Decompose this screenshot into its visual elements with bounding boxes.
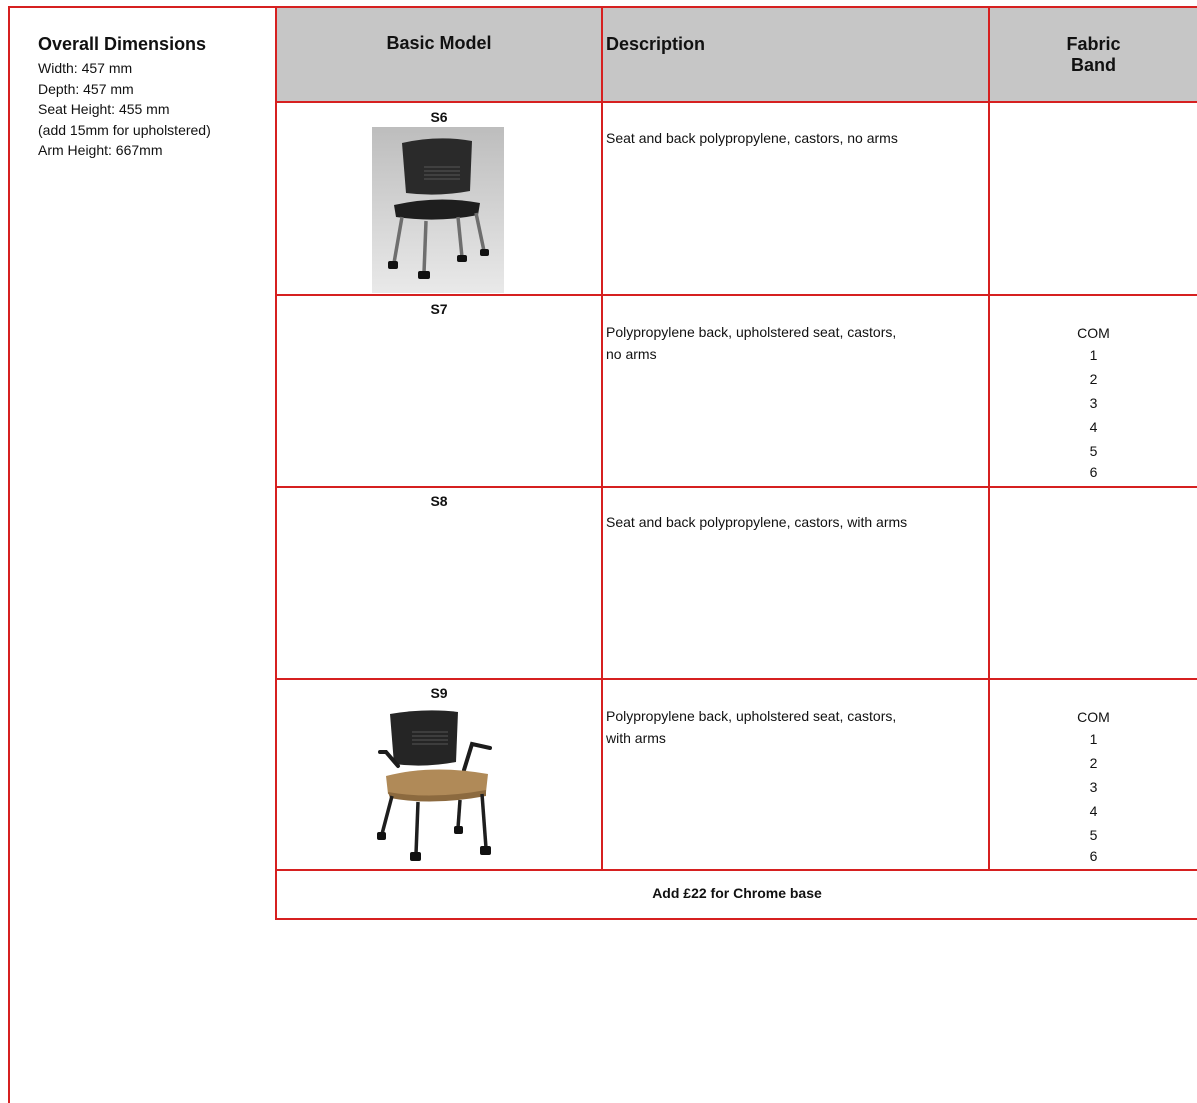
col-divider-1 — [601, 6, 603, 870]
band-com: COM — [1077, 709, 1110, 725]
description-s6: Seat and back polypropylene, castors, no arms — [606, 130, 898, 146]
row-divider-2 — [275, 486, 1197, 488]
model-s8-label: S8 — [430, 493, 448, 509]
band-3: 3 — [1089, 779, 1098, 795]
band-6: 6 — [1089, 848, 1098, 864]
chair-no-arms-icon — [372, 127, 504, 293]
band-6: 6 — [1089, 464, 1098, 480]
width-text: Width: 457 mm — [38, 60, 133, 76]
depth-text: Depth: 457 mm — [38, 80, 134, 97]
upholstered-note: (add 15mm for upholstered) — [38, 121, 211, 138]
header-fabric-band — [990, 34, 1197, 76]
band-5: 5 — [1089, 827, 1098, 843]
table-left-border — [275, 6, 277, 920]
fabric-bands-s7 — [990, 321, 1197, 481]
table-bottom-border — [275, 918, 1197, 920]
model-s7-label: S7 — [430, 301, 448, 317]
dimensions-title: Overall Dimensions — [38, 34, 207, 54]
chair-photo-s6 — [372, 127, 504, 293]
arm-height-text: Arm Height: 667mm — [38, 142, 163, 158]
chair-photo-s9 — [372, 704, 502, 864]
model-s9-label: S9 — [430, 685, 448, 701]
overall-dimensions — [38, 34, 273, 161]
header-basic-model: Basic Model — [386, 33, 492, 53]
header-fabric-line2: Band — [1071, 55, 1116, 75]
chair-with-arms-icon — [372, 704, 502, 864]
fabric-bands-s9 — [990, 705, 1197, 865]
header-fabric-line1: Fabric — [1066, 34, 1121, 54]
frame-left — [8, 6, 10, 1103]
band-5: 5 — [1089, 443, 1098, 459]
row-divider-header — [275, 101, 1197, 103]
band-1: 1 — [1089, 347, 1098, 363]
band-1: 1 — [1089, 731, 1098, 747]
header-description: Description — [606, 34, 706, 54]
description-s7 — [606, 321, 976, 365]
description-s7-line1: Polypropylene back, upholstered seat, castors, — [606, 324, 897, 340]
description-s9 — [606, 705, 976, 749]
description-s7-line2: no arms — [606, 346, 657, 362]
band-2: 2 — [1089, 371, 1098, 387]
model-s6-label: S6 — [430, 109, 448, 125]
description-s9-line2: with arms — [606, 730, 666, 746]
band-3: 3 — [1089, 395, 1098, 411]
row-divider-3 — [275, 678, 1197, 680]
description-s9-line1: Polypropylene back, upholstered seat, castors, — [606, 708, 897, 724]
chrome-base-note: Add £22 for Chrome base — [652, 885, 822, 901]
description-s8: Seat and back polypropylene, castors, with arms — [606, 514, 908, 530]
band-4: 4 — [1089, 419, 1098, 435]
seat-height-text: Seat Height: 455 mm — [38, 101, 170, 117]
band-com: COM — [1077, 325, 1110, 341]
row-divider-4 — [275, 869, 1197, 871]
row-divider-1 — [275, 294, 1197, 296]
band-2: 2 — [1089, 755, 1098, 771]
band-4: 4 — [1089, 803, 1098, 819]
